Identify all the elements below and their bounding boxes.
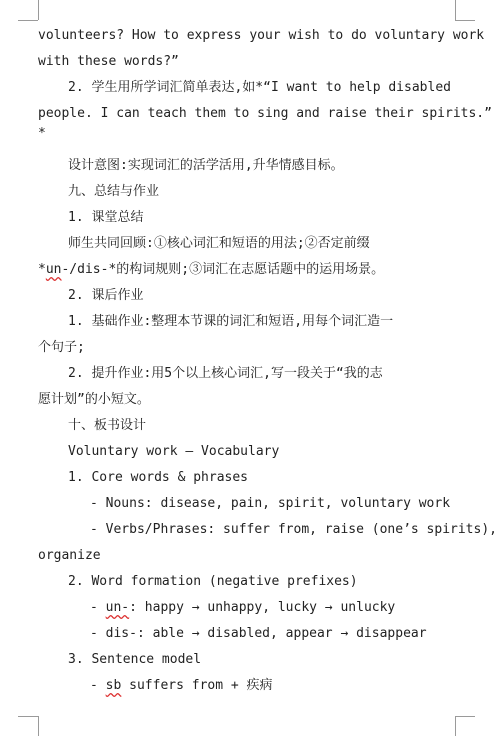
text-line: 师生共同回顾:①核心词汇和短语的用法;②否定前缀 [68, 236, 370, 251]
board-title: Voluntary work — Vocabulary [68, 444, 280, 459]
text-line: 1. Core words & phrases [68, 470, 249, 485]
text-fragment: - [90, 678, 106, 693]
underlined-term: sb [105, 678, 122, 693]
text-line: 个句子; [38, 340, 85, 355]
text-line: with these words?” [38, 54, 179, 69]
text-line: 2. 提升作业:用5个以上核心词汇,写一段关于“我的志 [68, 366, 383, 381]
text-fragment: -/dis-*的构词规则;③词汇在志愿话题中的运用场景。 [61, 262, 385, 277]
crop-mark-top-right-h [455, 20, 475, 21]
crop-mark-bottom-left [38, 716, 39, 736]
text-line: 2. Word formation (negative prefixes) [68, 574, 358, 589]
underlined-term: un- [105, 600, 130, 615]
text-line: - Verbs/Phrases: suffer from, raise (one’s spirits), [90, 522, 497, 537]
text-fragment: * [38, 262, 46, 277]
text-line: organize [38, 548, 101, 563]
section-heading: 十、板书设计 [68, 418, 147, 433]
text-line: 2. 学生用所学词汇简单表达,如*“I want to help disabled [68, 80, 451, 95]
crop-mark-top-left-h [18, 20, 38, 21]
text-line [90, 598, 395, 618]
text-line [90, 676, 273, 696]
crop-mark-top-left [38, 0, 39, 20]
text-line: 愿计划”的小短文。 [38, 392, 150, 407]
text-line: 1. 基础作业:整理本节课的词汇和短语,用每个词汇造一 [68, 314, 394, 329]
text-line: * [38, 126, 46, 141]
text-line: 3. Sentence model [68, 652, 202, 667]
crop-mark-bottom-right [455, 716, 456, 736]
text-line: - Nouns: disease, pain, spirit, voluntary work [90, 496, 451, 511]
underlined-term: un [45, 262, 62, 277]
crop-mark-bottom-right-h [455, 716, 475, 717]
text-line: - dis-: able → disabled, appear → disappear [90, 626, 427, 641]
text-fragment: : happy → unhappy, lucky → unlucky [129, 600, 396, 615]
text-line: 设计意图:实现词汇的活学活用,升华情感目标。 [68, 158, 344, 173]
crop-mark-top-right [455, 0, 456, 20]
subsection-heading: 2. 课后作业 [68, 288, 144, 303]
text-fragment: suffers from + 疾病 [121, 678, 273, 693]
section-heading: 九、总结与作业 [68, 184, 160, 199]
crop-mark-bottom-left-h [18, 716, 38, 717]
text-fragment: - [90, 600, 106, 615]
text-line: volunteers? How to express your wish to do voluntary work [38, 28, 485, 43]
text-line [38, 260, 384, 280]
subsection-heading: 1. 课堂总结 [68, 210, 144, 225]
text-line: people. I can teach them to sing and raise their spirits.” [38, 106, 492, 121]
